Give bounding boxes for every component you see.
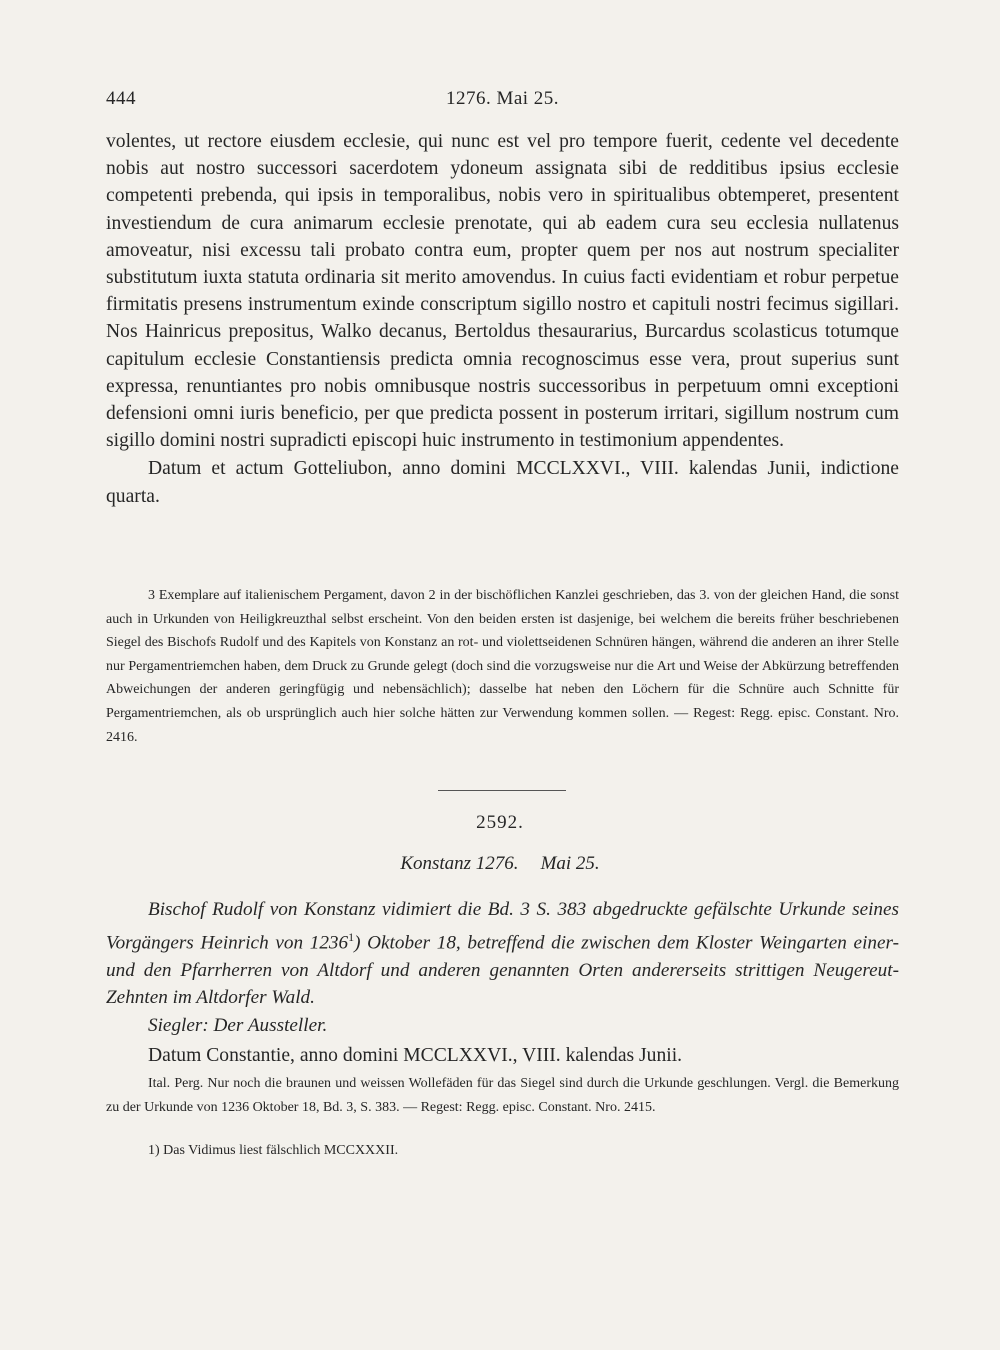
section-divider	[438, 790, 566, 791]
summary-part-1: Bischof Rudolf von Konstanz vidimiert die Bd. 3 S. 383 abgedruckte gefälschte Urkunde seines Vorgängers Heinrich von 1236	[106, 899, 899, 953]
document-summary	[106, 896, 899, 1039]
running-head: 1276. Mai 25.	[445, 88, 560, 109]
vidimus-note	[106, 1072, 899, 1119]
day-date: Mai 25.	[540, 853, 600, 874]
vidimus-note-text: Ital. Perg. Nur noch die braunen und weissen Wollefäden für das Siegel sind durch die Urkunde geschlungen. Vergl. die Bemerkung zu der Urkunde von 1236 Oktober 18, Bd. 3, S. 383. — Regest: Regg. episc. Constant. Nro. 2415.	[106, 1076, 899, 1115]
place-date-line	[0, 853, 1000, 875]
footnote: 1) Das Vidimus liest fälschlich MCCXXXII.	[148, 1143, 399, 1158]
editorial-note	[106, 584, 899, 749]
vidimus-datum: Datum Constantie, anno domini MCCLXXVI., VIII. kalendas Junii.	[148, 1045, 683, 1066]
page-header	[106, 88, 899, 118]
page-number: 444	[106, 88, 136, 109]
sealer-line: Siegler: Der Aussteller.	[148, 1014, 328, 1036]
charter-datum: Datum et actum Gotteliubon, anno domini MCCLXXVI., VIII. kalendas Junii, indictione quarta.	[106, 458, 899, 507]
footnote-marker: 1	[348, 929, 355, 944]
summary-part-2: ) Oktober 18, betreffend die zwischen dem Kloster Weingarten einer- und den Pfarrherren von Altdorf und anderen genannten Orten andererseits strittigen Neugereut-Zehnten im Altdorfer Wald.	[106, 931, 899, 1009]
summary-text	[106, 896, 899, 1012]
document-number: 2592.	[476, 812, 524, 833]
charter-text	[106, 128, 899, 510]
charter-paragraph: volentes, ut rectore eiusdem ecclesie, qui nunc est vel pro tempore fuerit, cedente vel decedente nobis aut nostro successori sacerdotem ydoneum assignata sibi de redditibus ipsius ecclesie competenti prebenda, qui ipsis in temporalibus, nobis vero in spiritualibus obtemperet, presentent investiendum de cura animarum ecclesie prenotate, qui ab eadem cura seu ecclesia nullatenus amoveatur, nisi excessu tali probato contra eum, propter quem per nos aut nostrum specialiter substitutum iuxta statuta ordinaria sit merito amovendus. In cuius facti evidentiam et robur perpetue firmitatis presens instrumentum exinde conscriptum sigillo nostro et capituli nostri fecimus sigillari. Nos Hainricus prepositus, Walko decanus, Bertoldus thesaurarius, Burcardus scolasticus totumque capitulum ecclesie Constantiensis predicta omnia recognoscimus esse vera, prout superius sunt expressa, renuntiantes pro nobis omnibusque nostris successoribus in perpetuum omni exceptioni defensioni omni iuris beneficio, per que predicta possent in posterum irritari, sigillum nostrum cum sigillo domini nostri supradicti episcopi huic instrumento in testimonium appendentes.	[106, 131, 899, 452]
editorial-note-text: 3 Exemplare auf italienischem Pergament, davon 2 in der bischöflichen Kanzlei geschrieben, das 3. von der gleichen Hand, die sonst auch in Urkunden von Heiligkreuzthal selbst erscheint. Von den beiden ersten ist dasjenige, bei welchem die bereits früher beschriebenen Siegel des Bischofs Rudolf und des Kapitels von Konstanz an rot- und violettseidenen Schnüren hängen, während die anderen an ihrer Stelle nur Pergamentriemchen haben, dem Druck zu Grunde gelegt (doch sind die vorzugsweise nur die Art und Weise der Abkürzung betreffenden Abweichungen der anderen geringfügig und nebensächlich); dasselbe hat neben den Löchern für die Schnüre auch Schnitte für Pergamentriemchen, als ob ursprünglich auch hier solche hätten zur Verwendung kommen sollen. — Regest: Regg. episc. Constant. Nro. 2416.	[106, 588, 899, 745]
place-year: Konstanz 1276.	[400, 853, 519, 874]
